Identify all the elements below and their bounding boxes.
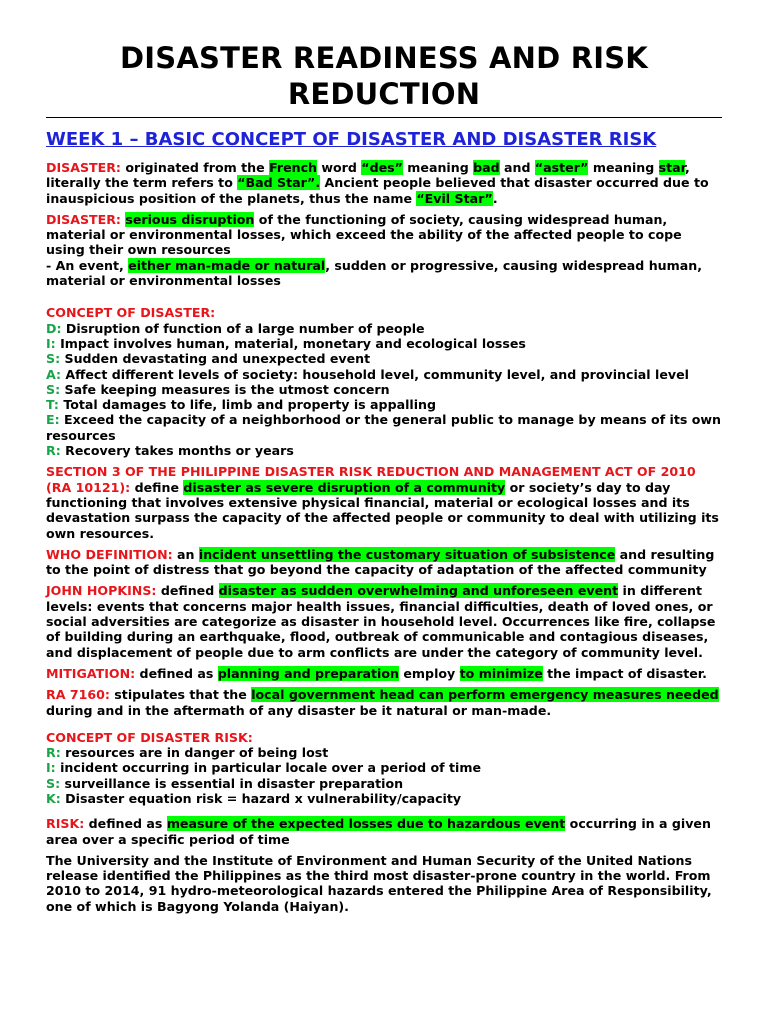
list-item [46, 367, 722, 382]
list-letter: D: [46, 320, 62, 336]
highlight: local government head can perform emergency measures needed [251, 687, 719, 703]
paragraph-section-3 [46, 464, 722, 540]
title-divider [46, 117, 722, 118]
list-item [46, 443, 722, 458]
list-letter: I: [46, 760, 56, 776]
highlight: “des” [361, 160, 403, 175]
text-run: stipulates that the [109, 687, 252, 703]
list-text: surveillance is essential in disaster preparation [60, 775, 404, 791]
term-label: MITIGATION: [46, 665, 136, 681]
text-run: , literally the term refers to [46, 160, 690, 191]
text-run: of the functioning of society, causing widespread human, material or environmental losses, which exceed the ability of the affected people to cope using their own resources [46, 211, 682, 258]
concept-of-disaster-risk-list [46, 730, 722, 806]
text-run: , sudden or progressive, causing widespread human, material or environmental losses [46, 257, 702, 289]
highlight: French [269, 160, 318, 175]
text-run: occurring in a given area over a specific period of time [46, 816, 711, 847]
text-run: defined [156, 583, 219, 599]
list-text: Total damages to life, limb and property is appalling [58, 397, 437, 413]
list-item [46, 745, 722, 760]
list-letter: I: [46, 335, 56, 351]
list-letter: K: [46, 790, 61, 806]
text-run: Ancient people believed that disaster occurred due to inauspicious position of the planets, thus the name [46, 175, 709, 206]
term-label: RISK: [46, 816, 85, 832]
list-item [46, 336, 722, 351]
concept-of-disaster-list [46, 305, 722, 458]
list-item [46, 397, 722, 412]
text-run: or society’s day to day functioning that involves extensive physical financial, material or ecological losses and its devastation surpass the capacity of the affected people or community to deal with utilizing its own resources. [46, 479, 719, 541]
text-run: during and in the aftermath of any disaster be it natural or man-made. [46, 702, 552, 718]
text-run: and [499, 160, 535, 175]
paragraph-closing: The University and the Institute of Environment and Human Security of the United Nations release identified the Philippines as the third most disaster-prone country in the world. From 2010 to 2014, 91 hydro-meteorological hazards entered the Philippine Area of Responsibility, one of which is Bagyong Yolanda (Haiyan). [46, 852, 712, 914]
term-label: DISASTER: [46, 211, 121, 227]
list-text: Safe keeping measures is the utmost concern [60, 381, 390, 397]
highlight: disaster as severe disruption of a community [183, 479, 506, 495]
list-letter: T: [46, 397, 59, 413]
list-item [46, 791, 722, 806]
list-letter: S: [46, 351, 61, 367]
list-text: Impact involves human, material, monetary and ecological losses [55, 335, 526, 351]
text-run: . [492, 190, 498, 206]
list-text: Recovery takes months or years [60, 443, 294, 459]
paragraph-who-definition [46, 547, 722, 578]
list-item [46, 760, 722, 775]
paragraph-mitigation [46, 666, 722, 681]
document-page [46, 40, 722, 920]
text-run: the impact of disaster. [542, 665, 707, 681]
list-letter: E: [46, 412, 60, 428]
highlight: “Bad Star”. [237, 175, 321, 191]
list-text: Disaster equation risk = hazard x vulnerability/capacity [60, 790, 462, 806]
text-run: and resulting to the point of distress that go beyond the capacity of adaptation of the affected community [46, 546, 715, 578]
term-label: SECTION 3 OF THE PHILIPPINE DISASTER RISK REDUCTION AND MANAGEMENT ACT OF 2010 (RA 10121): [46, 464, 696, 495]
highlight: “aster” [534, 160, 589, 175]
list-text: Disruption of function of a large number of people [61, 320, 425, 336]
list-text: Exceed the capacity of a neighborhood or the general public to manage by means of its own resources [46, 412, 722, 443]
highlight: bad [473, 160, 500, 175]
paragraph-risk [46, 816, 722, 847]
term-label: RA 7160: [46, 687, 110, 703]
paragraph-disaster-definition [46, 212, 722, 258]
highlight: measure of the expected losses due to hazardous event [166, 816, 566, 832]
highlight: to minimize [459, 665, 543, 681]
concept-of-disaster-heading: CONCEPT OF DISASTER: [46, 305, 216, 321]
paragraph-disaster-event [46, 258, 722, 289]
list-item [46, 776, 722, 791]
text-run: an [172, 546, 199, 562]
text-run: meaning [588, 160, 659, 175]
text-run: - An event, [46, 257, 129, 273]
term-label: DISASTER: [46, 160, 121, 175]
paragraph-ra-7160 [46, 687, 722, 718]
text-run: define [130, 479, 184, 495]
list-text: Sudden devastating and unexpected event [60, 351, 371, 367]
list-item [46, 412, 722, 443]
highlight: serious disruption [125, 211, 255, 227]
list-letter: A: [46, 366, 62, 382]
highlight: disaster as sudden overwhelming and unforeseen event [218, 583, 619, 599]
list-text: incident occurring in particular locale over a period of time [55, 760, 482, 776]
text-run: defined as [84, 816, 167, 832]
highlight: either man-made or natural [128, 257, 326, 273]
text-run: word [317, 160, 362, 175]
text-run: employ [399, 665, 460, 681]
term-label: WHO DEFINITION: [46, 546, 173, 562]
list-letter: S: [46, 775, 61, 791]
list-letter: R: [46, 745, 61, 761]
paragraph-disaster-origin [46, 160, 722, 206]
week-heading: WEEK 1 – BASIC CONCEPT OF DISASTER AND DISASTER RISK [46, 129, 657, 150]
term-label: JOHN HOPKINS: [46, 583, 157, 599]
highlight: incident unsettling the customary situation of subsistence [198, 546, 616, 562]
text-run: defined as [135, 665, 218, 681]
list-text: Affect different levels of society: household level, community level, and provincial level [61, 366, 689, 382]
highlight: “Evil Star” [416, 190, 493, 206]
list-text: resources are in danger of being lost [60, 745, 329, 761]
paragraph-john-hopkins [46, 583, 722, 659]
text-run: originated from the [120, 160, 270, 175]
highlight: planning and preparation [217, 665, 399, 681]
list-item [46, 382, 722, 397]
list-letter: R: [46, 443, 61, 459]
text-run: meaning [402, 160, 474, 175]
document-title: DISASTER READINESS AND RISK REDUCTION [120, 41, 648, 111]
highlight: star [658, 160, 686, 175]
list-item [46, 351, 722, 366]
list-letter: S: [46, 381, 61, 397]
text-run: in different levels: events that concerns major health issues, financial difficulties, death of loved ones, or social adversities are categorize as disaster in household level. Occurrences like fire, collapse of building during an earthquake, flood, outbreak of communicable and contagious diseases, and displacement of people due to arm conflicts are under the category of community level. [46, 583, 716, 660]
list-item [46, 321, 722, 336]
concept-of-disaster-risk-heading: CONCEPT OF DISASTER RISK: [46, 729, 253, 745]
